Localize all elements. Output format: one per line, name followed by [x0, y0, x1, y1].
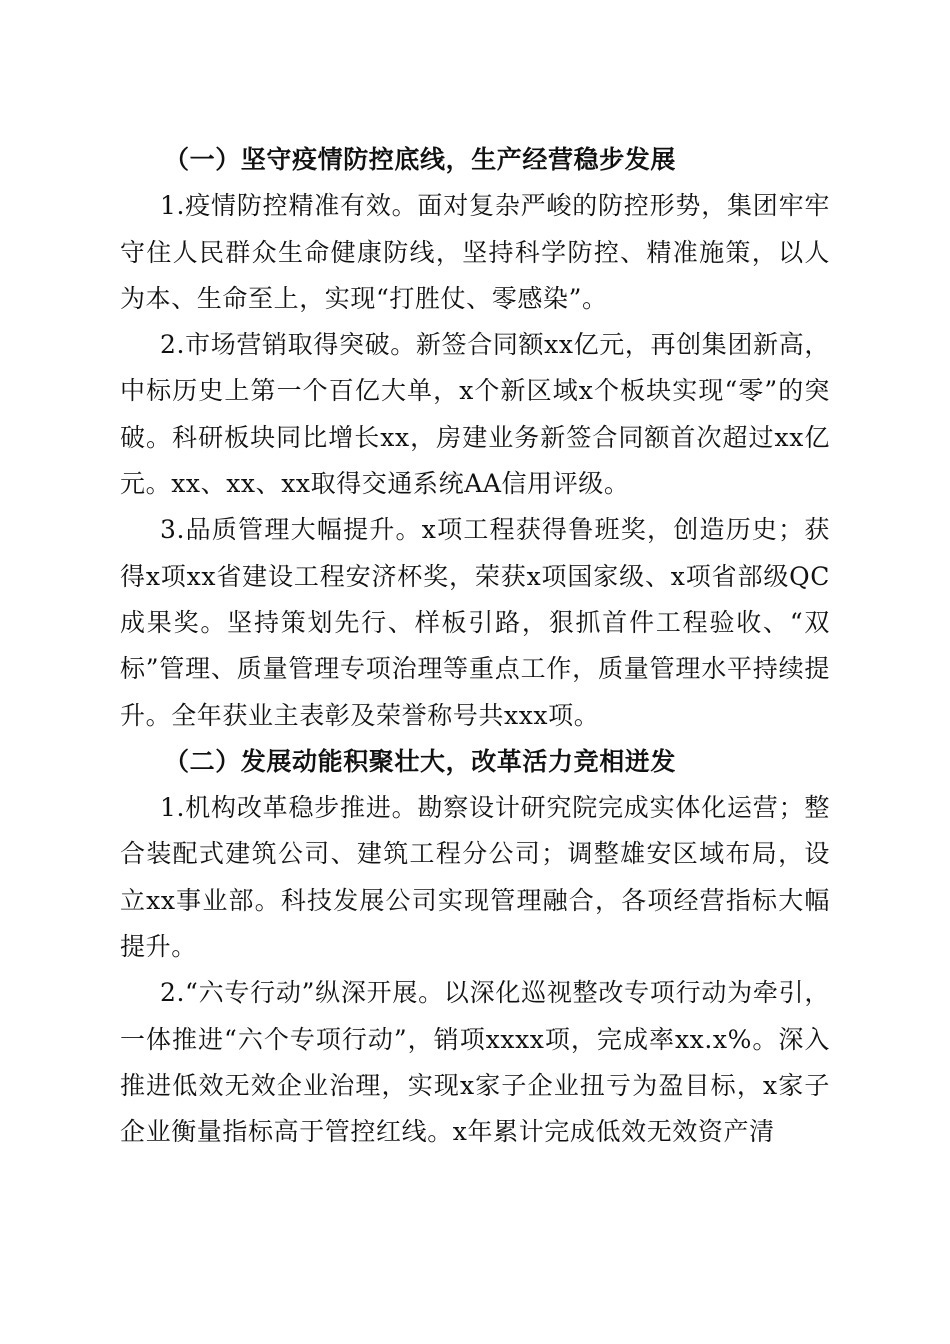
paragraph-institutional-reform: 1.机构改革稳步推进。勘察设计研究院完成实体化运营；整合装配式建筑公司、建筑工程分公司；调整雄安区域布局，设立xx事业部。科技发展公司实现管理融合，各项经营指标大幅提升。	[120, 793, 830, 962]
paragraph-quality-management: 3.品质管理大幅提升。x项工程获得鲁班奖，创造历史；获得x项xx省建设工程安济杯奖，荣获x项国家级、x项省部级QC成果奖。坚持策划先行、样板引路，狠抓首件工程验收、“双标”管理、质量管理专项治理等重点工作，质量管理水平持续提升。全年获业主表彰及荣誉称号共xxx项。	[120, 515, 830, 730]
paragraph-market-breakthrough: 2.市场营销取得突破。新签合同额xx亿元，再创集团新高，中标历史上第一个百亿大单，x个新区域x个板块实现“零”的突破。科研板块同比增长xx，房建业务新签合同额首次超过xx亿元。xx、xx、xx取得交通系统AA信用评级。	[120, 330, 830, 499]
section-heading-1: （一）坚守疫情防控底线，生产经营稳步发展	[164, 145, 677, 174]
paragraph-epidemic-control: 1.疫情防控精准有效。面对复杂严峻的防控形势，集团牢牢守住人民群众生命健康防线，坚持科学防控、精准施策，以人为本、生命至上，实现“打胜仗、零感染”。	[120, 191, 830, 313]
section-heading-2: （二）发展动能积聚壮大，改革活力竞相迸发	[164, 746, 677, 776]
document-body	[120, 137, 830, 1156]
paragraph-six-special-actions: 2.“六专行动”纵深开展。以深化巡视整改专项行动为牵引，一体推进“六个专项行动”，销项xxxx项，完成率xx.x%。深入推进低效无效企业治理，实现x家子企业扭亏为盈目标，x家子企业衡量指标高于管控红线。x年累计完成低效无效资产清	[120, 978, 830, 1147]
